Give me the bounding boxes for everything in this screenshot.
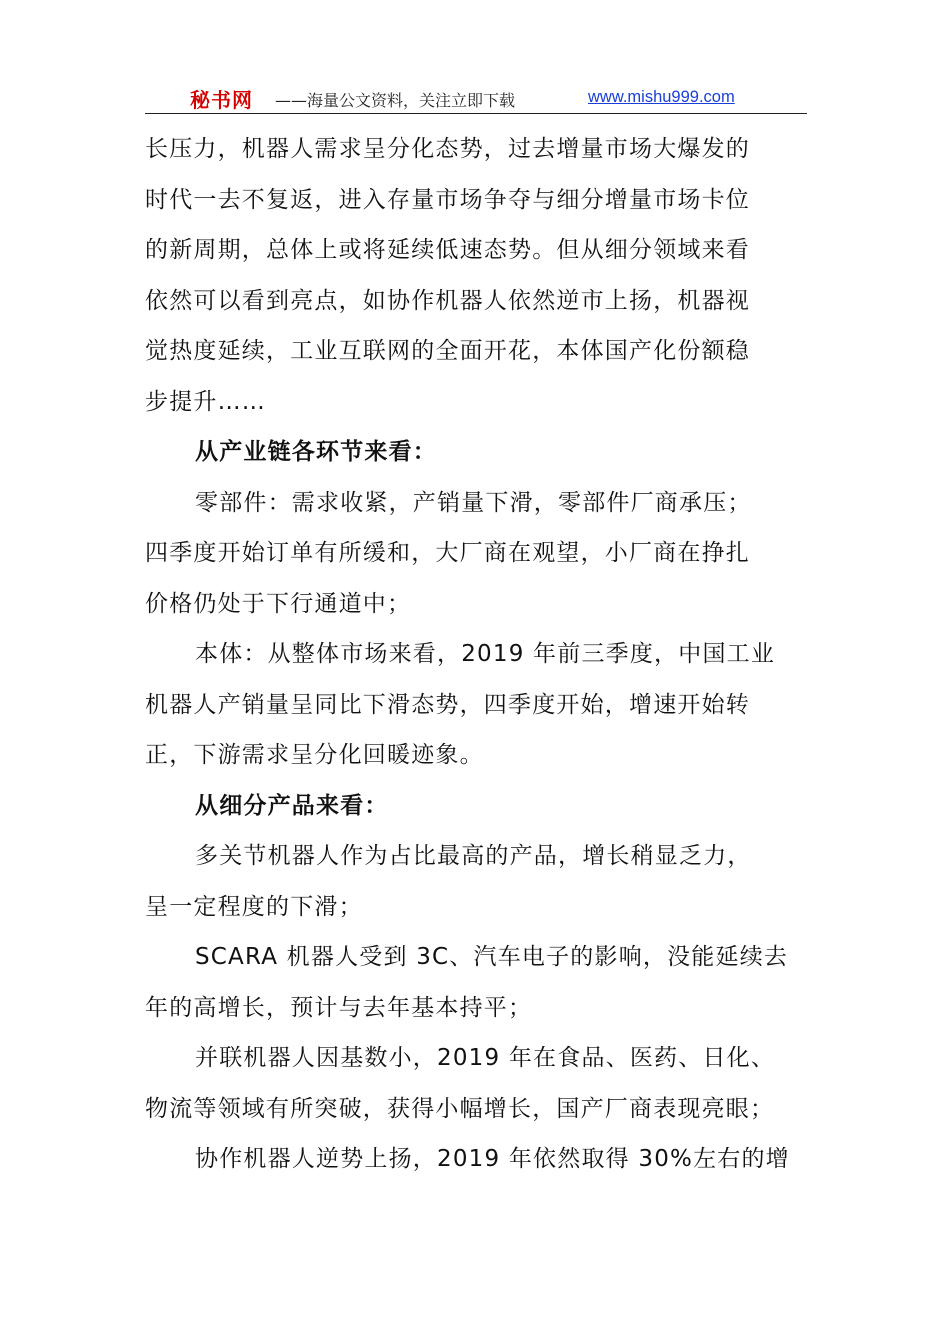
- body-line: 正，下游需求呈分化回暖迹象。: [145, 742, 484, 768]
- document-body: [145, 124, 810, 1185]
- body-line: 价格仍处于下行通道中；: [145, 590, 412, 617]
- body-line: 零部件：需求收紧，产销量下滑，零部件厂商承压；: [195, 489, 752, 516]
- body-line: SCARA 机器人受到 3C、汽车电子的影响，没能延续去: [195, 944, 789, 970]
- body-line: 本体：从整体市场来看，2019 年前三季度，中国工业: [195, 641, 776, 667]
- header-url-link[interactable]: www.mishu999.com: [588, 88, 735, 106]
- body-line: 年的高增长，预计与去年基本持平；: [145, 994, 533, 1021]
- body-line: 觉热度延续，工业互联网的全面开花，本体国产化份额稳: [145, 338, 750, 364]
- body-line: 时代一去不复返，进入存量市场争夺与细分增量市场卡位: [145, 186, 750, 213]
- body-line: 依然可以看到亮点，如协作机器人依然逆市上扬，机器视: [145, 287, 750, 314]
- section-heading-segment-products: 从细分产品来看：: [195, 792, 389, 819]
- body-line: 协作机器人逆势上扬，2019 年依然取得 30%左右的增: [195, 1146, 790, 1172]
- body-line: 长压力，机器人需求呈分化态势，过去增量市场大爆发的: [145, 136, 750, 162]
- body-line: 物流等领域有所突破，获得小幅增长，国产厂商表现亮眼；: [145, 1095, 775, 1122]
- section-heading-industry-chain: 从产业链各环节来看：: [195, 439, 437, 465]
- body-line: 步提升……: [145, 388, 266, 415]
- body-line: 机器人产销量呈同比下滑态势，四季度开始，增速开始转: [145, 691, 750, 718]
- header-slogan: ——海量公文资料，关注立即下载: [275, 91, 516, 110]
- body-line: 并联机器人因基数小，2019 年在食品、医药、日化、: [195, 1045, 776, 1071]
- page-header: [145, 82, 807, 114]
- body-line: 呈一定程度的下滑；: [145, 893, 363, 920]
- brand-logo-text: 秘书网: [190, 88, 253, 112]
- body-line: 四季度开始订单有所缓和，大厂商在观望，小厂商在挣扎: [145, 540, 750, 566]
- body-line: 多关节机器人作为占比最高的产品，增长稍显乏力，: [195, 843, 752, 869]
- body-line: 的新周期，总体上或将延续低速态势。但从细分领域来看: [145, 237, 750, 263]
